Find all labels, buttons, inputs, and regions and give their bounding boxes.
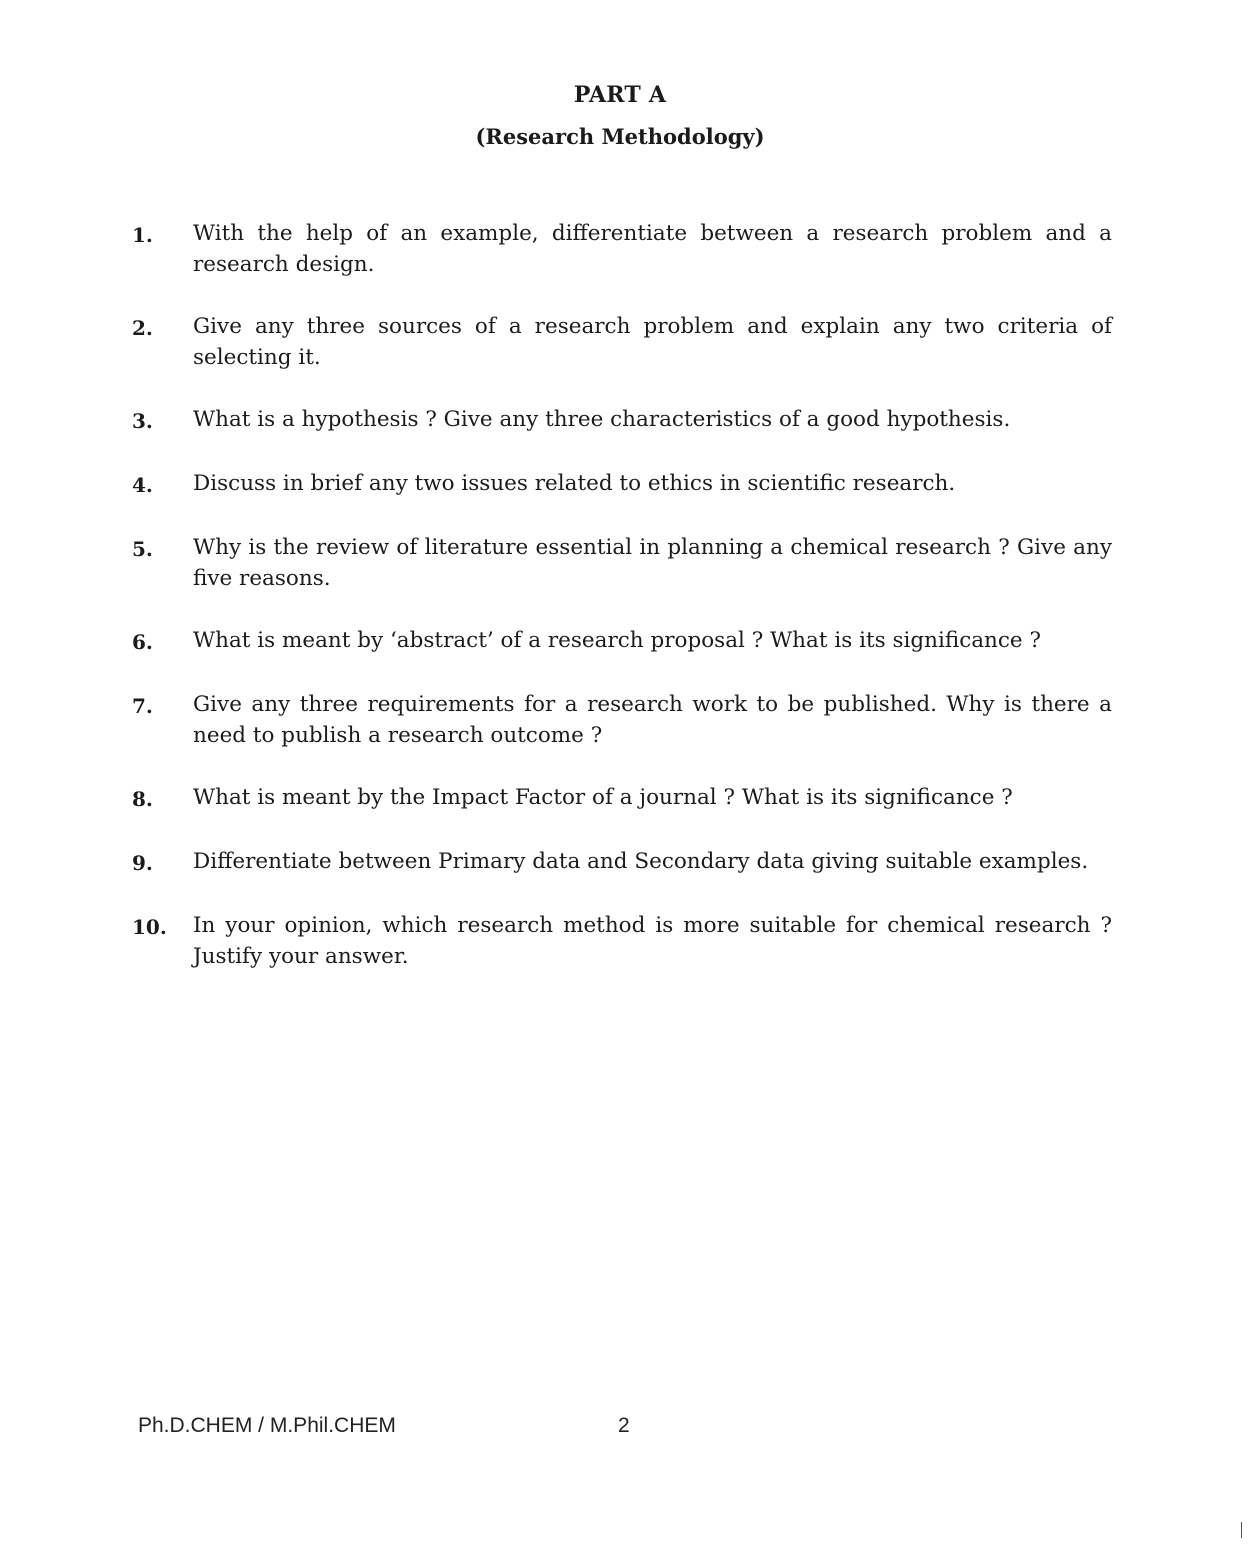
question-item xyxy=(132,846,1112,879)
question-item xyxy=(132,404,1112,437)
question-item xyxy=(132,218,1112,280)
scan-artifact xyxy=(1241,1522,1242,1538)
question-number: 7. xyxy=(132,694,153,718)
question-text: Discuss in brief any two issues related to ethics in scientific research. xyxy=(193,471,956,496)
question-number: 3. xyxy=(132,409,153,433)
question-text: Give any three requirements for a research work to be published. Why is there a need to publish a research outcome ? xyxy=(193,692,1112,748)
question-item xyxy=(132,689,1112,751)
question-item xyxy=(132,782,1112,815)
question-number: 10. xyxy=(132,915,167,939)
question-text: What is a hypothesis ? Give any three characteristics of a good hypothesis. xyxy=(193,407,1011,432)
question-item xyxy=(132,468,1112,501)
question-text: Differentiate between Primary data and Secondary data giving suitable examples. xyxy=(193,849,1089,874)
question-number: 5. xyxy=(132,537,153,561)
part-subtitle: (Research Methodology) xyxy=(475,124,765,149)
question-number: 9. xyxy=(132,851,153,875)
part-title: PART A xyxy=(573,82,667,108)
question-text: In your opinion, which research method is more suitable for chemical research ? Justify your answer. xyxy=(193,913,1112,969)
page-number: 2 xyxy=(618,1414,630,1437)
question-text: Why is the review of literature essential in planning a chemical research ? Give any five reasons. xyxy=(193,535,1112,591)
question-number: 4. xyxy=(132,473,153,497)
question-item xyxy=(132,910,1112,972)
question-text: What is meant by ‘abstract’ of a research proposal ? What is its significance ? xyxy=(193,628,1042,653)
course-code: Ph.D.CHEM / M.Phil.CHEM xyxy=(138,1414,396,1437)
question-number: 1. xyxy=(132,223,153,247)
question-list xyxy=(132,218,1112,1003)
question-text: Give any three sources of a research problem and explain any two criteria of selecting it. xyxy=(193,314,1112,370)
question-text: What is meant by the Impact Factor of a journal ? What is its significance ? xyxy=(193,785,1013,810)
question-item xyxy=(132,625,1112,658)
question-number: 2. xyxy=(132,316,153,340)
question-number: 8. xyxy=(132,787,153,811)
question-item xyxy=(132,311,1112,373)
question-item xyxy=(132,532,1112,594)
question-text: With the help of an example, differentiate between a research problem and a research design. xyxy=(193,221,1112,277)
question-number: 6. xyxy=(132,630,153,654)
